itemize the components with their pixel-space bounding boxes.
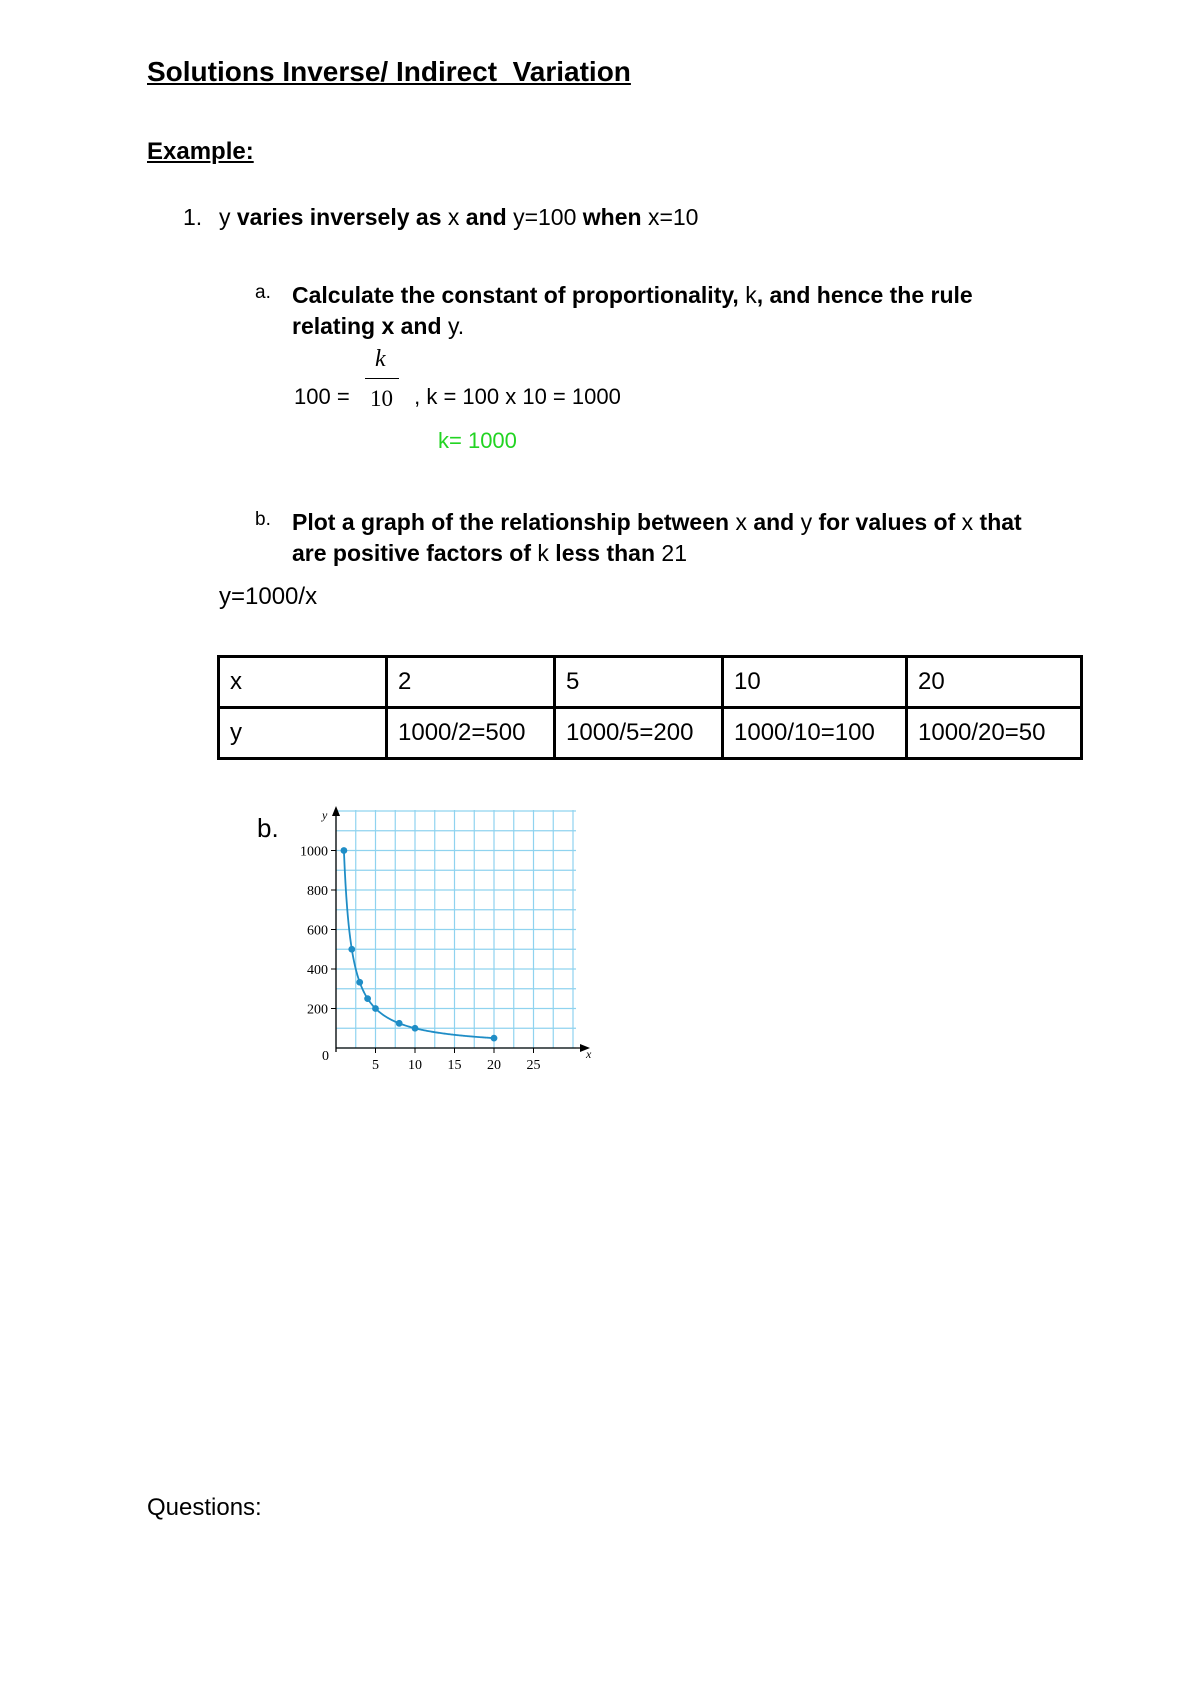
- equation-right: , k = 100 x 10 = 1000: [408, 384, 621, 409]
- x-tick-label: 15: [447, 1058, 462, 1073]
- y-tick-label: 1000: [300, 844, 328, 860]
- rule-equation: y=1000/x: [219, 583, 318, 610]
- data-point: [348, 946, 355, 953]
- example-heading: Example:: [147, 138, 254, 165]
- y-axis-label: y: [322, 808, 328, 822]
- series-line: [344, 851, 494, 1039]
- graph-label: b.: [257, 813, 279, 843]
- page-title: Solutions Inverse/ Indirect Variation: [147, 56, 631, 87]
- k-result: k= 1000: [438, 428, 517, 453]
- x-tick-label: 10: [408, 1058, 422, 1073]
- x-tick-label: 25: [526, 1058, 541, 1073]
- origin-label: 0: [322, 1049, 329, 1064]
- table-cell: 20: [907, 657, 1082, 708]
- x-tick-label: 5: [372, 1058, 379, 1073]
- part-b: [255, 507, 1052, 569]
- table-cell: x: [219, 657, 387, 708]
- table-cell: y: [219, 708, 387, 759]
- y-tick-label: 600: [307, 923, 328, 939]
- table-cell: 2: [387, 657, 555, 708]
- y-tick-label: 200: [307, 1002, 328, 1018]
- questions-heading: Questions:: [147, 1494, 262, 1521]
- x-tick-label: 20: [487, 1058, 501, 1073]
- data-point: [341, 847, 348, 854]
- table-cell: 1000/10=100: [723, 708, 907, 759]
- data-point: [356, 979, 363, 986]
- table-cell: 10: [723, 657, 907, 708]
- part-a: [255, 280, 1052, 342]
- data-point: [364, 995, 371, 1002]
- question-1: 1. y varies inversely as x and y=100 when x=10: [183, 204, 699, 230]
- question-number: 1.: [183, 204, 203, 230]
- data-point: [396, 1020, 403, 1027]
- x-axis-label: x: [586, 1047, 592, 1061]
- y-tick-label: 800: [307, 884, 328, 899]
- equation-left: 100 =: [294, 384, 356, 409]
- fraction-bar: [365, 378, 399, 379]
- fraction-denominator: 10: [370, 386, 393, 411]
- part-a-text: Calculate the constant of proportionality, k, and hence the rule relating x and y.: [292, 282, 973, 339]
- table-cell: 1000/2=500: [387, 708, 555, 759]
- data-point: [372, 1005, 379, 1012]
- table-cell: 1000/20=50: [907, 708, 1082, 759]
- values-table: [217, 655, 1083, 760]
- table-row: [219, 657, 1082, 708]
- table-cell: 1000/5=200: [555, 708, 723, 759]
- part-a-marker: a.: [255, 282, 271, 303]
- part-b-marker: b.: [255, 509, 271, 530]
- fraction-numerator: k: [375, 346, 386, 372]
- inverse-variation-chart: [280, 800, 590, 1090]
- part-b-text: Plot a graph of the relationship between x and y for values of x that are positive factors of k less than 21: [292, 509, 1022, 566]
- data-point: [412, 1025, 419, 1032]
- y-tick-label: 400: [307, 963, 328, 978]
- table-cell: 5: [555, 657, 723, 708]
- data-point: [491, 1035, 498, 1042]
- table-row: [219, 708, 1082, 759]
